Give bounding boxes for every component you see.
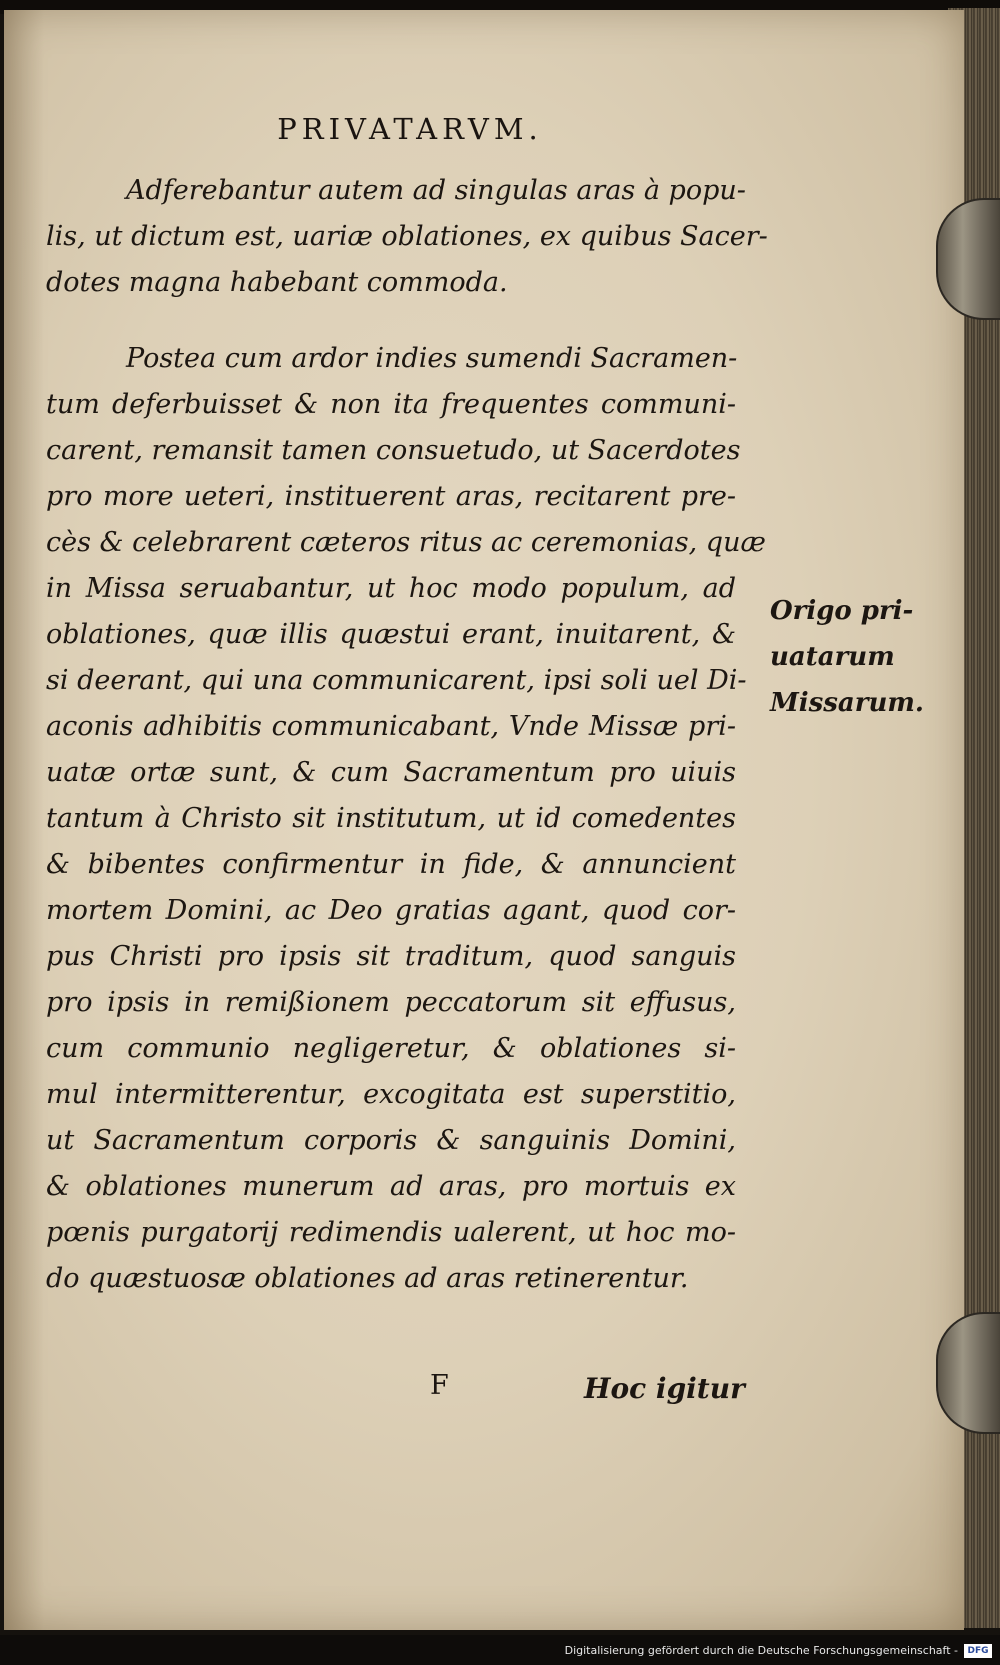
- text-line: aconis adhibitis communicabant, Vnde Missæ pri-: [46, 711, 736, 742]
- text-line: dotes magna habebant commoda.: [46, 267, 508, 298]
- body-text: [46, 168, 768, 1302]
- text-line: in Missa seruabantur, ut hoc modo populum, ad: [46, 573, 736, 604]
- text-line: mul intermitterentur, excogitata est superstitio,: [46, 1079, 736, 1110]
- text-line: tum deferbuisset & non ita frequentes communi-: [46, 389, 736, 420]
- text-line: carent, remansit tamen consuetudo, ut Sacerdotes: [46, 435, 741, 466]
- footer-credit: Digitalisierung gefördert durch die Deutsche Forschungsgemeinschaft -: [564, 1644, 958, 1657]
- book-clasp-lower: [936, 1312, 1000, 1434]
- text-line: si deerant, qui una communicarent, ipsi soli uel Di-: [46, 665, 747, 696]
- text-line: do quæstuosæ oblationes ad aras retinerentur.: [46, 1263, 689, 1294]
- catchword: Hoc igitur: [584, 1372, 745, 1405]
- text-line: tantum à Christo sit institutum, ut id comedentes: [46, 803, 736, 834]
- text-line: cum communio negligeretur, & oblationes si-: [46, 1033, 736, 1064]
- text-line: pro ipsis in remißionem peccatorum sit effusus,: [46, 987, 736, 1018]
- text-line: lis, ut dictum est, uariæ oblationes, ex quibus Sacer-: [46, 221, 768, 252]
- text-line: pro more ueteri, instituerent aras, recitarent pre-: [46, 481, 736, 512]
- dfg-logo: DFG: [964, 1644, 992, 1658]
- text-line: oblationes, quæ illis quæstui erant, inuitarent, &: [46, 619, 736, 650]
- text-line: uatæ ortæ sunt, & cum Sacramentum pro uiuis: [46, 757, 736, 788]
- signature-mark: F: [430, 1370, 449, 1401]
- marginal-note-line: Missarum.: [770, 688, 924, 718]
- text-line: & bibentes confirmentur in fide, & annuncient: [46, 849, 736, 880]
- marginal-note: [770, 588, 924, 726]
- running-head: PRIVATARVM.: [277, 112, 543, 146]
- text-line: ut Sacramentum corporis & sanguinis Domini,: [46, 1125, 736, 1156]
- text-line: Adferebantur autem ad singulas aras à popu-: [126, 175, 746, 206]
- paragraph-gap: [46, 306, 736, 336]
- text-line: Postea cum ardor indies sumendi Sacramen-: [126, 343, 738, 374]
- text-line: pus Christi pro ipsis sit traditum, quod sanguis: [46, 941, 736, 972]
- text-line: pœnis purgatorij redimendis ualerent, ut hoc mo-: [46, 1217, 736, 1248]
- book-clasp-upper: [936, 198, 1000, 320]
- text-line: & oblationes munerum ad aras, pro mortuis ex: [46, 1171, 736, 1202]
- digitization-footer: [0, 1635, 1000, 1665]
- marginal-note-line: uatarum: [770, 642, 895, 672]
- marginal-note-line: Origo pri-: [770, 596, 914, 626]
- text-line: mortem Domini, ac Deo gratias agant, quod cor-: [46, 895, 736, 926]
- text-line: cès & celebrarent cæteros ritus ac ceremonias, quæ: [46, 527, 766, 558]
